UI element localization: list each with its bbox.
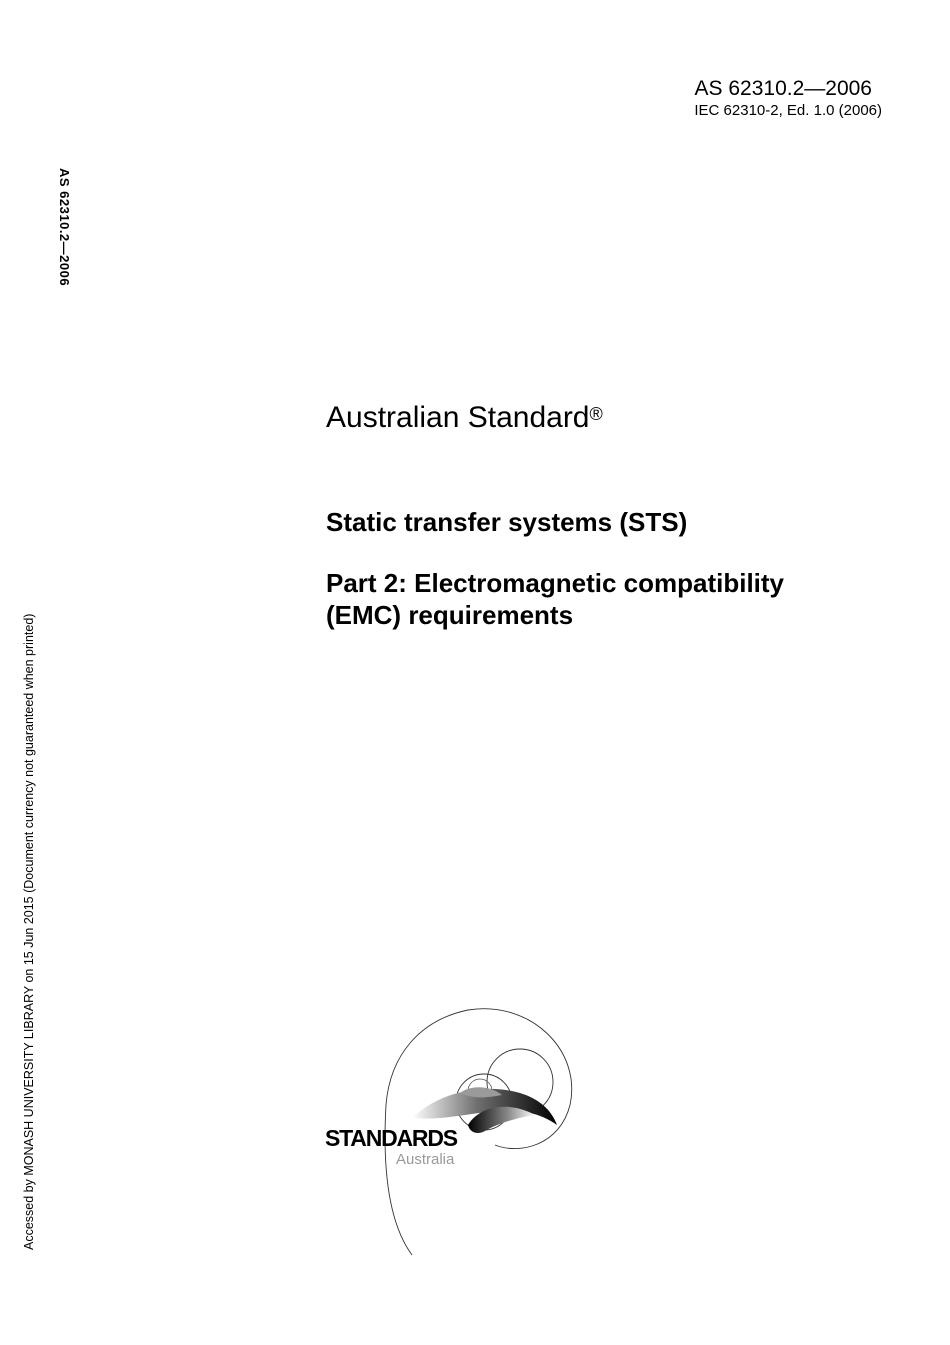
part-title-line-2: (EMC) requirements (326, 600, 574, 630)
series-label: Australian Standard (326, 401, 590, 434)
standards-australia-logo (320, 1005, 590, 1265)
standard-series (326, 398, 603, 438)
logo-subtext: Australia (396, 1151, 455, 1168)
spine-label: AS 62310.2—2006 (57, 168, 72, 287)
part-title-line-1: Part 2: Electromagnetic compatibility (326, 568, 785, 598)
logo-wordmark: STANDARDS (325, 1125, 457, 1151)
iec-reference: IEC 62310-2, Ed. 1.0 (2006) (694, 102, 882, 119)
access-notice: Accessed by MONASH UNIVERSITY LIBRARY on 15 Jun 2015 (Document currency not guaranteed when printed) (22, 613, 36, 1250)
document-number: AS 62310.2—2006 (694, 77, 872, 100)
part-title (326, 567, 886, 631)
registered-mark: ® (589, 404, 603, 424)
document-title: Static transfer systems (STS) (326, 507, 688, 537)
